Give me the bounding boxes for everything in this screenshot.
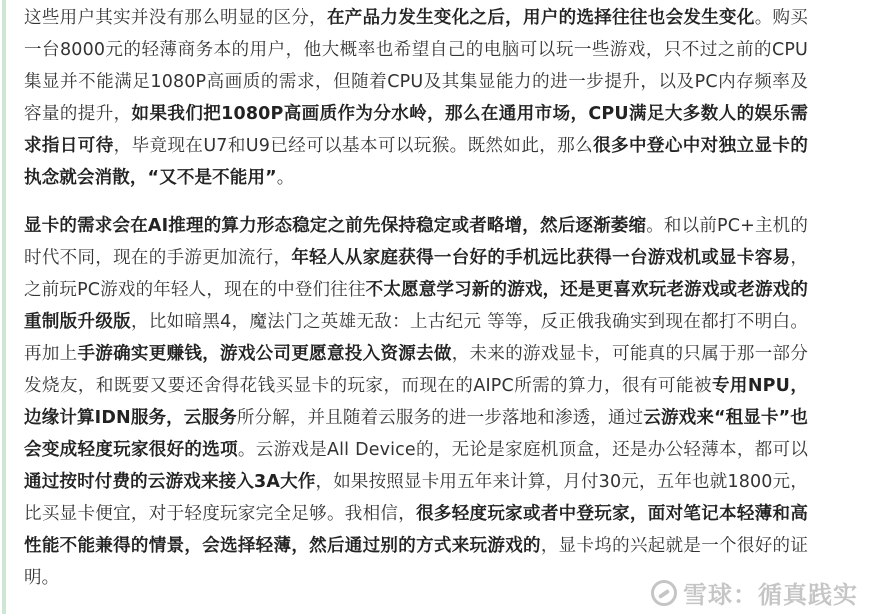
watermark [651,575,858,610]
paragraph-text-segment: 。 [276,168,295,188]
paragraph-text-segment: 。和以前PC+主机的时代不同，现在的手游更加流行， [24,216,809,268]
bold-highlight-text: 很多轻度玩家或者中登玩家，面对笔记本轻薄和高性能不能兼得的情景，会选择轻薄，然后通过别的方式来玩游戏的 [24,504,808,556]
paragraph-text-segment: 所分解，并且随着云服务的进一步落地和渗透，通过 [236,408,644,428]
paragraph-text-segment: ，毕竟现在U7和U9已经可以基本可以玩猴。既然如此，那么 [113,136,594,156]
bold-highlight-text: 专用NPU，边缘计算IDN服务，云服务 [24,376,808,428]
left-border-rule [2,0,6,614]
article-body [24,2,808,594]
bold-highlight-text: 很多中登心中对独立显卡的执念就会消散，“又不是不能用” [24,136,808,188]
paragraph-text-segment: ，未来的游戏显卡，可能真的只属于那一部分发烧友，和既要又要还舍得花钱买显卡的玩家，而现在的AIPC所需的算力，很有可能被 [24,344,808,396]
bold-highlight-text: 不太愿意学习新的游戏，还是更喜欢玩老游戏或老游戏的重制版升级版 [24,280,808,332]
paragraph-text-segment: 这些用户其实并没有那么明显的区分， [24,8,327,28]
paragraph-text-segment: 。购买一台8000元的轻薄商务本的用户，他大概率也希望自己的电脑可以玩一些游戏，只不过之前的CPU集显并不能满足1080P高画质的需求，但随着CPU及其集显能力的进一步提升，以及PC内存频率及容量的提升， [24,8,808,124]
paragraph-text-segment: 。云游戏是All Device的，无论是家庭机顶盒，还是办公轻薄本，都可以 [237,440,808,460]
watermark-text: 雪球：循真践实 [683,581,858,609]
bold-highlight-text: 通过按时付费的云游戏来接入3A大作 [24,472,316,492]
bold-highlight-text: 手游确实更赚钱，游戏公司更愿意投入资源去做 [77,344,452,364]
bold-highlight-text: 在产品力发生变化之后，用户的选择往往也会发生变化 [326,8,755,28]
paragraph-1 [24,2,808,194]
paragraph-text-segment: ，比如暗黑4，魔法门之英雄无敌：上古纪元 等等，反正俄我确实到现在都打不明白。再加上 [24,312,808,364]
snowball-logo-icon [651,580,677,606]
bold-highlight-text: 年轻人从家庭获得一台好的手机远比获得一台游戏机或显卡容易 [291,248,791,268]
paragraph-text-segment: ，如果按照显卡用五年来计算，月付30元，五年也就1800元，比买显卡便宜，对于轻度玩家完全足够。我相信， [24,472,808,524]
paragraph-text-segment: ，之前玩PC游戏的年轻人，现在的中登们往往 [24,248,808,300]
paragraph-2 [24,210,808,594]
paragraph-text-segment: ，显卡坞的兴起就是一个很好的证明。 [24,536,808,588]
bold-highlight-text: 显卡的需求会在AI推理的算力形态稳定之前先保持稳定或者略增，然后逐渐萎缩 [24,216,647,236]
bold-highlight-text: 如果我们把1080P高画质作为分水岭，那么在通用市场，CPU满足大多数人的娱乐需求指日可待 [24,104,808,156]
bold-highlight-text: 云游戏来“租显卡”也会变成轻度玩家很好的选项 [24,408,809,460]
